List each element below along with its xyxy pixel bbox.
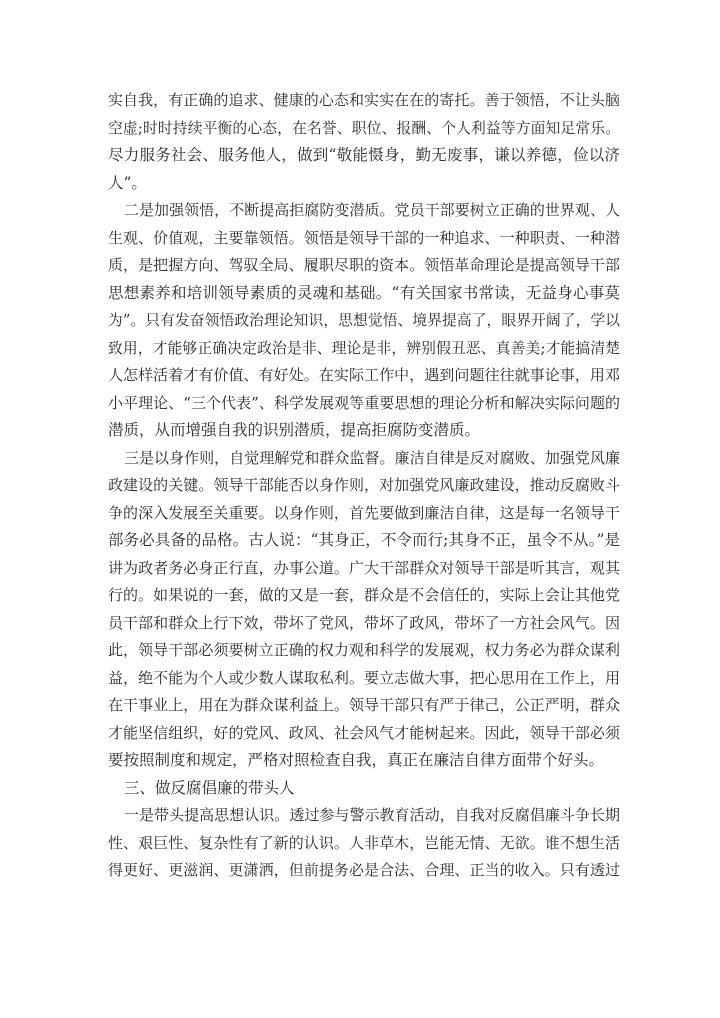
text-line: 政建设的关键。领导干部能否以身作则，对加强党风廉政建设，推动反腐败斗 bbox=[108, 476, 620, 494]
section-heading: 三、做反腐倡廉的带头人 bbox=[124, 778, 295, 797]
text-line: 实自我，有正确的追求、健康的心态和实实在在的寄托。善于领悟，不让头脑 bbox=[108, 91, 620, 109]
text-line: 此，领导干部必须要树立正确的权力观和科学的发展观，权力务必为群众谋利 bbox=[108, 641, 620, 659]
text-line: 部务必具备的品格。古人说：“其身正，不令而行;其身不正，虽令不从。”是 bbox=[108, 531, 620, 549]
text-line: 人”。 bbox=[108, 173, 147, 192]
text-line: 在干事业上，用在为群众谋利益上。领导干部只有严于律己，公正严明，群众 bbox=[108, 696, 620, 714]
text-line: 得更好、更滋润、更潇洒，但前提务必是合法、合理、正当的收入。只有透过 bbox=[108, 861, 620, 879]
text-line: 为”。只有发奋领悟政治理论知识，思想觉悟、境界提高了，眼界开阔了，学以 bbox=[108, 312, 620, 329]
text-line: 小平理论、“三个代表”、科学发展观等重要思想的理论分析和解决实际问题的 bbox=[108, 393, 620, 412]
text-line: 尽力服务社会、服务他人，做到“敬能慑身，勤无废事，谦以养德，俭以济 bbox=[108, 146, 620, 164]
text-line: 要按照制度和规定，严格对照检查自我，真正在廉洁自律方面带个好头。 bbox=[108, 751, 605, 769]
text-line: 一是带头提高思想认识。透过参与警示教育活动，自我对反腐倡廉斗争长期 bbox=[124, 806, 620, 824]
text-line: 潜质，从而增强自我的识别潜质，提高拒腐防变潜质。 bbox=[108, 421, 481, 439]
text-line: 讲为政者务必身正行直，办事公道。广大干部群众对领导干部是听其言，观其 bbox=[108, 558, 620, 577]
text-line: 益，绝不能为个人或少数人谋取私利。要立志做大事，把心思用在工作上，用 bbox=[108, 668, 620, 687]
text-line: 质，是把握方向、驾驭全局、履职尽职的资本。领悟革命理论是提高领导干部 bbox=[108, 256, 620, 274]
text-line: 行的。如果说的一套，做的又是一套，群众是不会信任的，实际上会让其他党 bbox=[108, 586, 620, 604]
text-line: 性、艰巨性、复杂性有了新的认识。人非草木，岂能无情、无欲。谁不想生活 bbox=[108, 833, 620, 852]
text-line: 才能坚信组织，好的党风、政风、社会风气才能树起来。因此，领导干部必须 bbox=[108, 723, 620, 742]
text-line: 三是以身作则，自觉理解党和群众监督。廉洁自律是反对腐败、加强党风廉 bbox=[124, 448, 620, 467]
text-line: 思想素养和培训领导素质的灵魂和基础。“有关国家书常读，无益身心事莫 bbox=[108, 283, 620, 302]
document-body bbox=[108, 87, 620, 885]
text-line: 致用，才能够正确决定政治是非、理论是非，辨别假丑恶、真善美;才能搞清楚 bbox=[108, 339, 620, 357]
text-line: 生观、价值观，主要靠领悟。领悟是领导干部的一种追求、一种职责、一种潜 bbox=[108, 228, 620, 247]
text-line: 争的深入发展至关重要。以身作则，首先要做到廉洁自律，这是每一名领导干 bbox=[108, 503, 620, 522]
text-line: 人怎样活着才有价值、有好处。在实际工作中，遇到问题往往就事论事，用邓 bbox=[108, 366, 620, 384]
text-line: 员干部和群众上行下效，带坏了党风，带坏了政风，带坏了一方社会风气。因 bbox=[108, 613, 620, 632]
text-line: 空虚;时时持续平衡的心态，在名誉、职位、报酬、个人利益等方面知足常乐。 bbox=[108, 119, 620, 137]
text-line: 二是加强领悟，不断提高拒腐防变潜质。党员干部要树立正确的世界观、人 bbox=[124, 201, 620, 219]
